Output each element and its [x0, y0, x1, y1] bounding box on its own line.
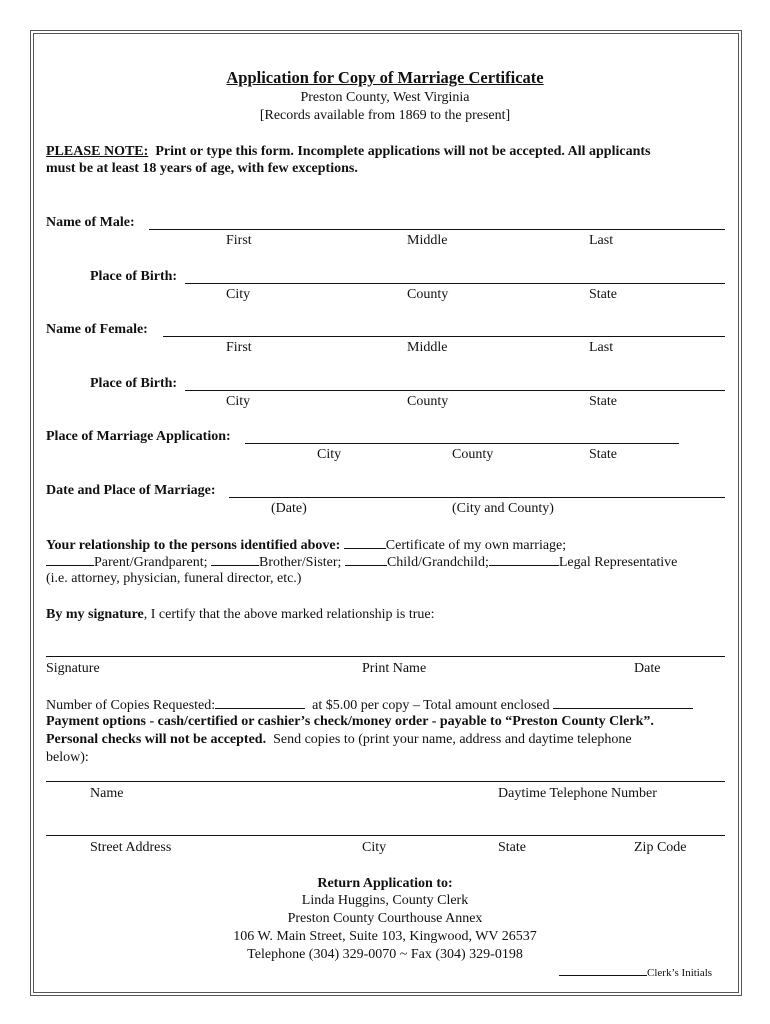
form-title: Application for Copy of Marriage Certificate — [226, 68, 544, 87]
female-birthplace-field[interactable] — [185, 390, 725, 391]
relationship-line1 — [46, 536, 566, 554]
female-state-caption: State — [589, 394, 617, 409]
return-phone: Telephone (304) 329-0070 ~ Fax (304) 329-0198 — [247, 947, 523, 962]
female-last-caption: Last — [589, 340, 614, 355]
personal-checks-note: Personal checks will not be accepted. Send copies to (print your name, address and daytime telephone — [46, 732, 632, 747]
male-name-label: Name of Male: — [46, 215, 135, 230]
signature-line[interactable] — [46, 656, 725, 657]
male-county-caption: County — [407, 287, 449, 302]
parent-option: Parent/Grandparent; — [94, 555, 208, 570]
price-label: at $5.00 per copy – Total amount enclosed — [312, 698, 550, 713]
clerk-initials: Clerk’s Initials — [559, 965, 712, 981]
address-line[interactable] — [46, 835, 725, 836]
records-note: [Records available from 1869 to the present] — [259, 108, 511, 123]
city-caption: City — [362, 840, 387, 855]
female-birthplace-label: Place of Birth: — [90, 376, 178, 391]
name-phone-line[interactable] — [46, 781, 725, 782]
signature-caption: Signature — [46, 661, 100, 676]
return-clerk: Linda Huggins, County Clerk — [301, 893, 469, 908]
sibling-blank[interactable] — [211, 553, 259, 566]
parent-blank[interactable] — [46, 553, 94, 566]
male-birthplace-field[interactable] — [185, 283, 725, 284]
child-blank[interactable] — [345, 553, 387, 566]
name-caption: Name — [90, 786, 124, 801]
application-place-field[interactable] — [245, 443, 679, 444]
relationship-label: Your relationship to the persons identified above: — [46, 538, 341, 553]
marriage-date-place-label: Date and Place of Marriage: — [46, 483, 216, 498]
form-subtitle: Preston County, West Virginia — [300, 90, 470, 105]
copies-line — [46, 696, 693, 714]
copies-count-field[interactable] — [215, 696, 305, 709]
legal-option: Legal Representative — [558, 555, 678, 570]
own-marriage-option: Certificate of my own marriage; — [385, 538, 567, 553]
print-name-caption: Print Name — [362, 661, 427, 676]
female-county-caption: County — [407, 394, 449, 409]
marriage-date-place-field[interactable] — [229, 497, 725, 498]
phone-caption: Daytime Telephone Number — [498, 786, 657, 801]
application-county-caption: County — [452, 447, 494, 462]
certify-statement: By my signature, I certify that the above marked relationship is true: — [46, 607, 435, 622]
sibling-option: Brother/Sister; — [259, 555, 342, 570]
date-caption: Date — [634, 661, 661, 676]
please-note-line1: PLEASE NOTE: Print or type this form. Incomplete applications will not be accepted. All applicants — [46, 144, 651, 159]
state-caption: State — [498, 840, 526, 855]
male-middle-caption: Middle — [407, 233, 448, 248]
female-middle-caption: Middle — [407, 340, 448, 355]
male-city-caption: City — [226, 287, 251, 302]
relationship-line2 — [46, 553, 677, 571]
please-note-line2: must be at least 18 years of age, with few exceptions. — [46, 161, 358, 176]
please-note-label: PLEASE NOTE: — [46, 144, 149, 159]
relationship-examples: (i.e. attorney, physician, funeral director, etc.) — [46, 571, 302, 586]
payment-options: Payment options - cash/certified or cashier’s check/money order - payable to “Preston County Clerk”. — [46, 714, 654, 729]
female-city-caption: City — [226, 394, 251, 409]
marriage-city-county-caption: (City and County) — [452, 501, 554, 516]
total-amount-field[interactable] — [553, 696, 693, 709]
child-option: Child/Grandchild; — [386, 555, 489, 570]
marriage-date-caption: (Date) — [271, 501, 307, 516]
male-birthplace-label: Place of Birth: — [90, 269, 178, 284]
application-state-caption: State — [589, 447, 617, 462]
male-state-caption: State — [589, 287, 617, 302]
male-name-field[interactable] — [149, 229, 725, 230]
male-last-caption: Last — [589, 233, 614, 248]
zip-caption: Zip Code — [634, 840, 687, 855]
return-building: Preston County Courthouse Annex — [287, 911, 483, 926]
female-name-field[interactable] — [163, 336, 725, 337]
male-first-caption: First — [226, 233, 252, 248]
own-marriage-blank[interactable] — [344, 536, 386, 549]
female-name-label: Name of Female: — [46, 322, 148, 337]
clerk-initials-field[interactable] — [559, 965, 647, 976]
female-first-caption: First — [226, 340, 252, 355]
legal-blank[interactable] — [489, 553, 559, 566]
street-caption: Street Address — [90, 840, 172, 855]
return-street: 106 W. Main Street, Suite 103, Kingwood, WV 26537 — [233, 929, 537, 944]
return-heading: Return Application to: — [317, 876, 453, 891]
application-city-caption: City — [317, 447, 342, 462]
copies-label: Number of Copies Requested: — [46, 698, 216, 713]
below-label: below): — [46, 750, 89, 765]
application-place-label: Place of Marriage Application: — [46, 429, 231, 444]
